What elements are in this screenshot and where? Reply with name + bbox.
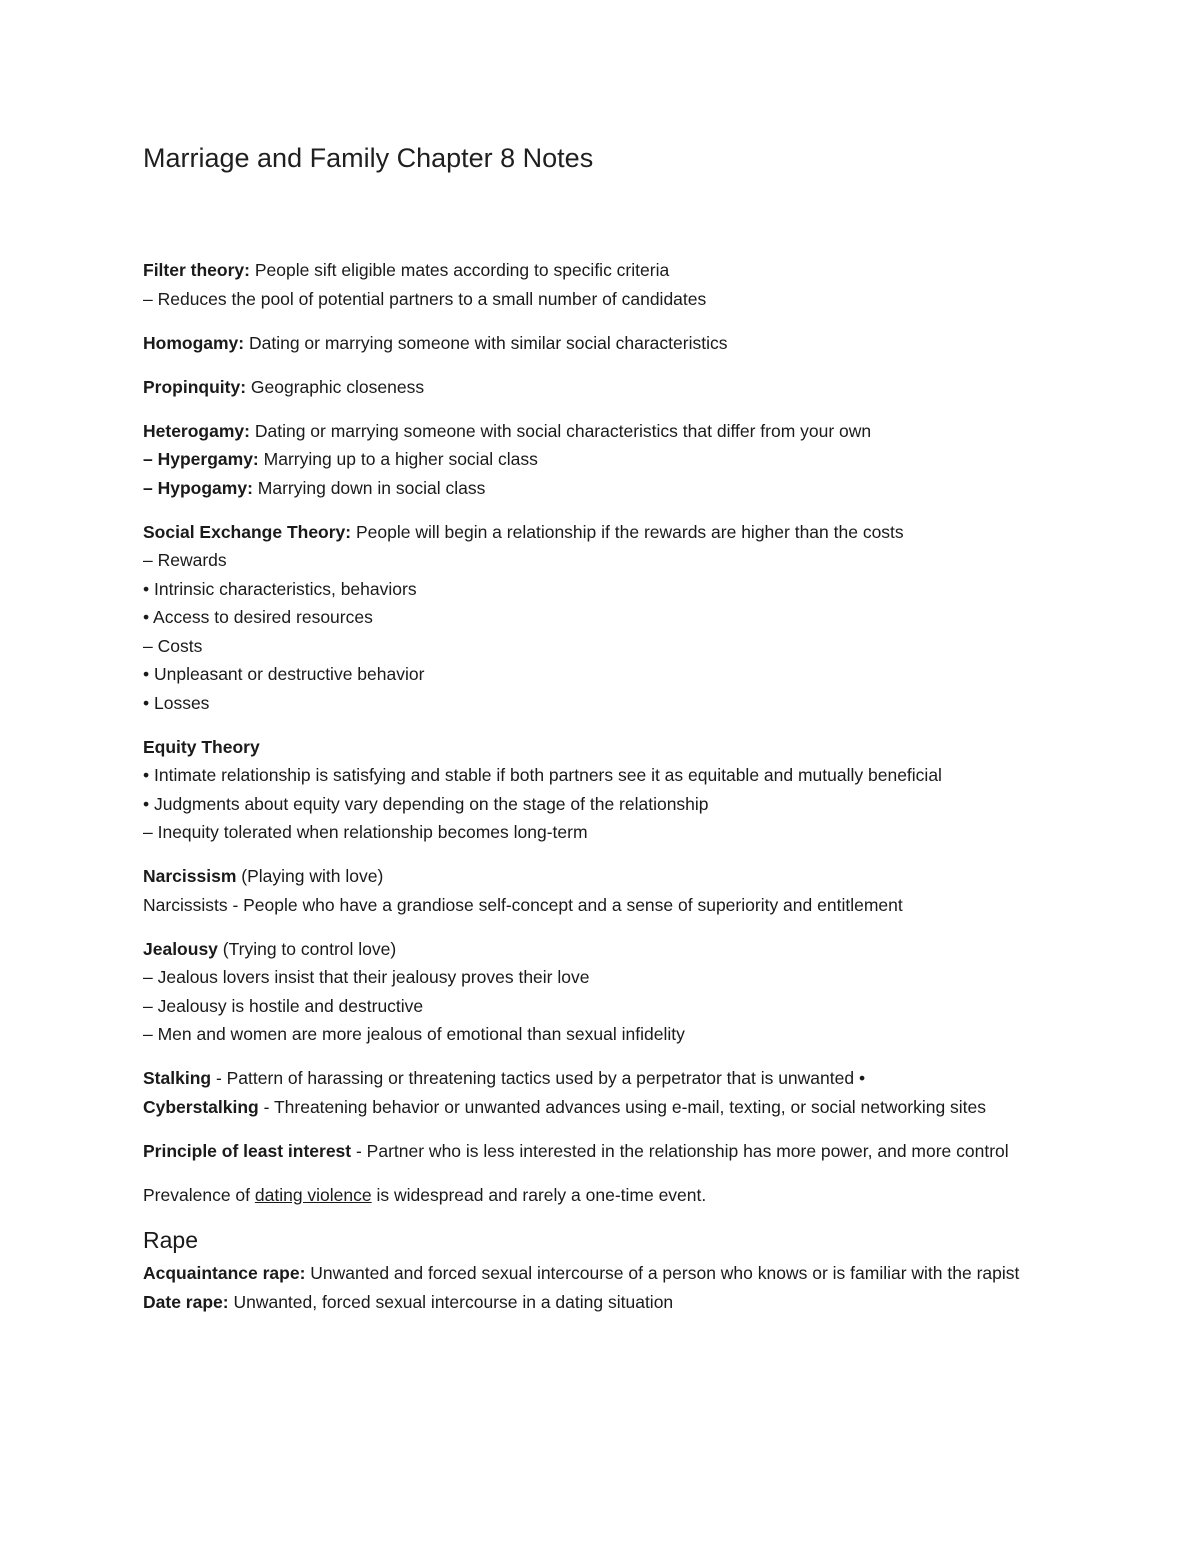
social-exchange-term: Social Exchange Theory: <box>143 521 352 542</box>
date-rape-line <box>143 1288 1063 1317</box>
propinquity-line <box>143 373 1063 402</box>
filter-theory-section <box>143 256 1063 313</box>
cyberstalking-definition: - Threatening behavior or unwanted advances using e-mail, texting, or social networking sites <box>258 1096 987 1117</box>
hypogamy-definition: Marrying down in social class <box>252 477 486 498</box>
heterogamy-definition: Dating or marrying someone with social characteristics that differ from your own <box>249 420 872 441</box>
least-interest-definition: - Partner who is less interested in the relationship has more power, and more control <box>351 1140 1009 1161</box>
acquaintance-rape-line <box>143 1259 1063 1288</box>
heterogamy-term: Heterogamy: <box>143 420 250 441</box>
hypogamy-line <box>143 474 1063 503</box>
rape-section <box>143 1259 1063 1316</box>
list-item: • Unpleasant or destructive behavior <box>143 664 425 684</box>
social-exchange-definition: People will begin a relationship if the rewards are higher than the costs <box>351 521 904 542</box>
date-rape-term: Date rape: <box>143 1291 229 1312</box>
stalking-section <box>143 1064 1063 1121</box>
equity-theory-section <box>143 733 1063 847</box>
date-rape-definition: Unwanted, forced sexual intercourse in a dating situation <box>228 1291 674 1312</box>
propinquity-term: Propinquity: <box>143 376 247 397</box>
least-interest-section <box>143 1137 1063 1166</box>
filter-theory-subpoint: – Reduces the pool of potential partners to a small number of candidates <box>143 288 707 309</box>
homogamy-definition: Dating or marrying someone with similar social characteristics <box>244 332 728 353</box>
document-body <box>143 256 1063 1316</box>
propinquity-definition: Geographic closeness <box>246 376 425 397</box>
social-exchange-section <box>143 518 1063 718</box>
dating-violence-link[interactable]: dating violence <box>254 1184 372 1205</box>
jealousy-subtitle: (Trying to control love) <box>217 938 397 959</box>
cyberstalking-line <box>143 1093 1063 1122</box>
hypergamy-term: Hypergamy: <box>157 449 259 469</box>
list-item: • Losses <box>143 692 210 713</box>
heterogamy-line <box>143 417 1063 446</box>
list-item: – Costs <box>143 635 203 656</box>
narcissists-definition: Narcissists - People who have a grandiose self-concept and a sense of superiority and entitlement <box>143 894 903 915</box>
heterogamy-section <box>143 417 1063 503</box>
homogamy-section <box>143 329 1063 358</box>
least-interest-term: Principle of least interest <box>143 1140 352 1161</box>
list-item: – Rewards <box>143 550 227 570</box>
list-item: • Intimate relationship is satisfying and stable if both partners see it as equitable and mutually beneficial <box>143 765 942 785</box>
cyberstalking-term: Cyberstalking <box>143 1096 259 1117</box>
stalking-line <box>143 1064 1063 1093</box>
list-item: – Jealousy is hostile and destructive <box>143 995 424 1016</box>
prevalence-section <box>143 1181 1063 1210</box>
acquaintance-rape-term: Acquaintance rape: <box>143 1263 306 1283</box>
prevalence-text-end: is widespread and rarely a one-time event. <box>371 1184 707 1205</box>
narcissism-subtitle: (Playing with love) <box>236 866 384 886</box>
prevalence-line <box>143 1181 1063 1210</box>
list-item: • Judgments about equity vary depending on the stage of the relationship <box>143 793 709 814</box>
hypogamy-dash: – <box>143 477 158 498</box>
hypergamy-line <box>143 445 1063 474</box>
jealousy-line <box>143 935 1063 964</box>
rape-heading: Rape <box>143 1227 198 1253</box>
filter-theory-definition: People sift eligible mates according to specific criteria <box>249 260 670 280</box>
least-interest-line <box>143 1137 1063 1166</box>
list-item: • Access to desired resources <box>143 607 373 627</box>
social-exchange-line <box>143 518 1063 547</box>
narcissism-line <box>143 862 1063 891</box>
homogamy-line <box>143 329 1063 358</box>
propinquity-section <box>143 373 1063 402</box>
acquaintance-rape-definition: Unwanted and forced sexual intercourse of a person who knows or is familiar with the rapist <box>305 1263 1020 1283</box>
stalking-definition: - Pattern of harassing or threatening tactics used by a perpetrator that is unwanted • <box>211 1068 866 1088</box>
filter-theory-term: Filter theory: <box>143 260 250 280</box>
list-item: – Inequity tolerated when relationship becomes long-term <box>143 822 588 842</box>
list-item: – Jealous lovers insist that their jealousy proves their love <box>143 967 590 987</box>
stalking-term: Stalking <box>143 1068 212 1088</box>
list-item: – Men and women are more jealous of emotional than sexual infidelity <box>143 1024 685 1044</box>
equity-theory-term: Equity Theory <box>143 736 260 757</box>
narcissism-term: Narcissism <box>143 866 237 886</box>
jealousy-term: Jealousy <box>143 938 218 959</box>
document-title: Marriage and Family Chapter 8 Notes <box>143 143 594 173</box>
filter-theory-line <box>143 256 1063 285</box>
homogamy-term: Homogamy: <box>143 332 245 353</box>
prevalence-text-start: Prevalence of <box>143 1184 255 1205</box>
list-item: • Intrinsic characteristics, behaviors <box>143 578 417 599</box>
narcissism-section <box>143 862 1063 919</box>
hypogamy-term: Hypogamy: <box>157 477 253 498</box>
jealousy-section <box>143 935 1063 1049</box>
hypergamy-definition: Marrying up to a higher social class <box>258 449 538 469</box>
hypergamy-dash: – <box>143 449 158 469</box>
